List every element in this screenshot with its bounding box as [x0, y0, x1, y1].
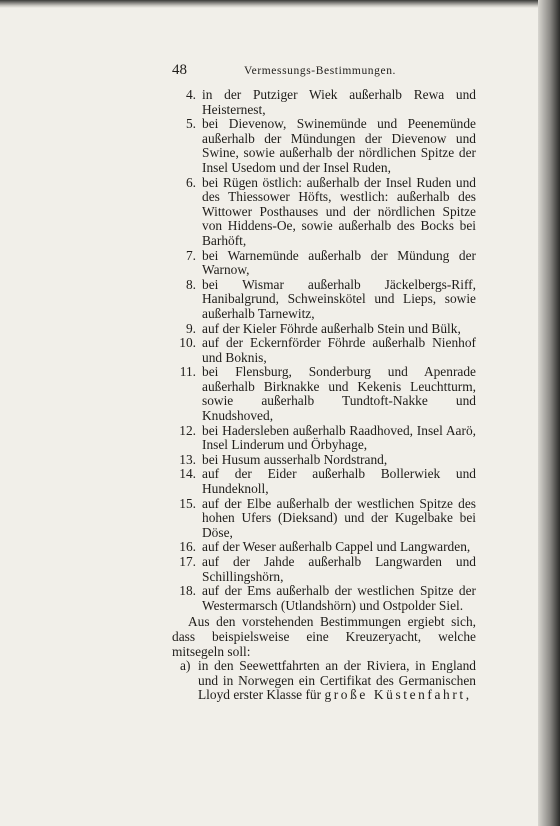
- list-item-number: 13.: [179, 451, 196, 467]
- list-item-text: auf der Jahde außerhalb Langwarden und Schillingshörn,: [202, 554, 476, 584]
- list-item-number: 9.: [185, 320, 196, 336]
- page-gutter-shadow: [538, 0, 560, 826]
- list-item-text: auf der Weser außerhalb Cappel und Langwarden,: [202, 539, 471, 555]
- list-item-number: 4.: [185, 87, 196, 102]
- list-item: [172, 278, 476, 322]
- list-item-number: 12.: [179, 422, 196, 438]
- list-item: [172, 88, 476, 117]
- list-item: [172, 453, 476, 468]
- sub-item-a: [180, 659, 476, 703]
- list-item: [172, 336, 476, 365]
- list-item-text: bei Flensburg, Sonderburg und Apenrade außerhalb Birknakke und Kekenis Leuchtturm, sowie außerhalb Tundtoft-Nakke und Knudshoved,: [202, 364, 476, 424]
- list-item-text: bei Rügen östlich: außerhalb der Insel Ruden und des Thiessower Höfts, westlich: außerhalb des Wittower Posthauses und der nördlichen Spitze von Hiddens-Oe, sowie außerhalb des Bocks bei Barhöft,: [202, 174, 476, 248]
- list-item: [172, 497, 476, 541]
- list-item-number: 8.: [185, 276, 196, 292]
- page-top-edge: [0, 0, 560, 8]
- body-paragraph: Aus den vorstehenden Bestimmungen ergiebt sich, dass beispielsweise eine Kreuzeryacht, welche mitsegeln soll:: [172, 614, 476, 659]
- list-item-text: in der Putziger Wiek außerhalb Rewa und Heisternest,: [202, 87, 476, 117]
- list-item: [172, 467, 476, 496]
- list-item-number: 17.: [179, 554, 196, 569]
- list-item: [172, 540, 476, 555]
- page-body: [172, 88, 476, 703]
- list-item-text: auf der Eckernförder Föhrde außerhalb Nienhof und Boknis,: [202, 335, 476, 365]
- list-item: [172, 249, 476, 278]
- running-title: Vermessungs-Bestimmungen.: [244, 65, 397, 77]
- list-item: [172, 117, 476, 175]
- sub-item-text: [198, 659, 476, 703]
- numbered-list: [172, 88, 476, 613]
- list-item-number: 10.: [179, 335, 196, 351]
- list-item-text: auf der Elbe außerhalb der westlichen Spitze des hohen Ufers (Dieksand) und der Kugelbake bei Döse,: [202, 495, 476, 540]
- sub-item-spaced-text: große Küstenfahrt: [324, 687, 466, 703]
- list-item-text: bei Hadersleben außerhalb Raadhoved, Insel Aarö, Insel Linderum und Örbyhage,: [202, 422, 476, 453]
- list-item: [172, 322, 476, 337]
- list-item-number: 7.: [185, 247, 196, 263]
- list-item: [172, 424, 476, 453]
- page-number: 48: [172, 62, 187, 78]
- list-item-number: 14.: [179, 466, 196, 482]
- list-item-text: bei Warnemünde außerhalb der Mündung der Warnow,: [202, 247, 476, 278]
- list-item-number: 11.: [179, 364, 196, 380]
- list-item: [172, 555, 476, 584]
- list-item-number: 18.: [179, 583, 196, 599]
- list-item-text: bei Husum ausserhalb Nordstrand,: [202, 451, 388, 467]
- list-item-number: 16.: [179, 539, 196, 555]
- list-item-text: auf der Eider außerhalb Bollerwiek und Hundeknoll,: [202, 466, 476, 497]
- list-item: [172, 365, 476, 423]
- list-item-text: auf der Ems außerhalb der westlichen Spitze der Westermarsch (Utlandshörn) und Ostpolder Siel.: [202, 583, 476, 613]
- list-item-text: bei Dievenow, Swinemünde und Peenemünde außerhalb der Mündungen der Dievenow und Swine, sowie außerhalb der nördlichen Spitze der Insel Usedom und der Insel Ruden,: [202, 116, 476, 175]
- list-item-number: 6.: [185, 174, 196, 190]
- list-item-text: bei Wismar außerhalb Jäckelbergs-Riff, Hanibalgrund, Schweinskötel und Lieps, sowie außerhalb Tarnewitz,: [202, 276, 476, 321]
- sub-item-tail: ,: [465, 687, 470, 703]
- list-item-text: auf der Kieler Föhrde außerhalb Stein und Bülk,: [202, 320, 461, 336]
- list-item-number: 5.: [185, 116, 196, 132]
- list-item: [172, 176, 476, 249]
- list-item-number: 15.: [179, 495, 196, 511]
- sub-item-label: a): [180, 658, 191, 674]
- list-item: [172, 584, 476, 613]
- page-header: [172, 62, 512, 79]
- sub-item-main-text: in den Seewettfahrten an der Riviera, in England und in Norwegen ein Certifikat des Germanischen Lloyd erster Klasse für: [198, 658, 476, 703]
